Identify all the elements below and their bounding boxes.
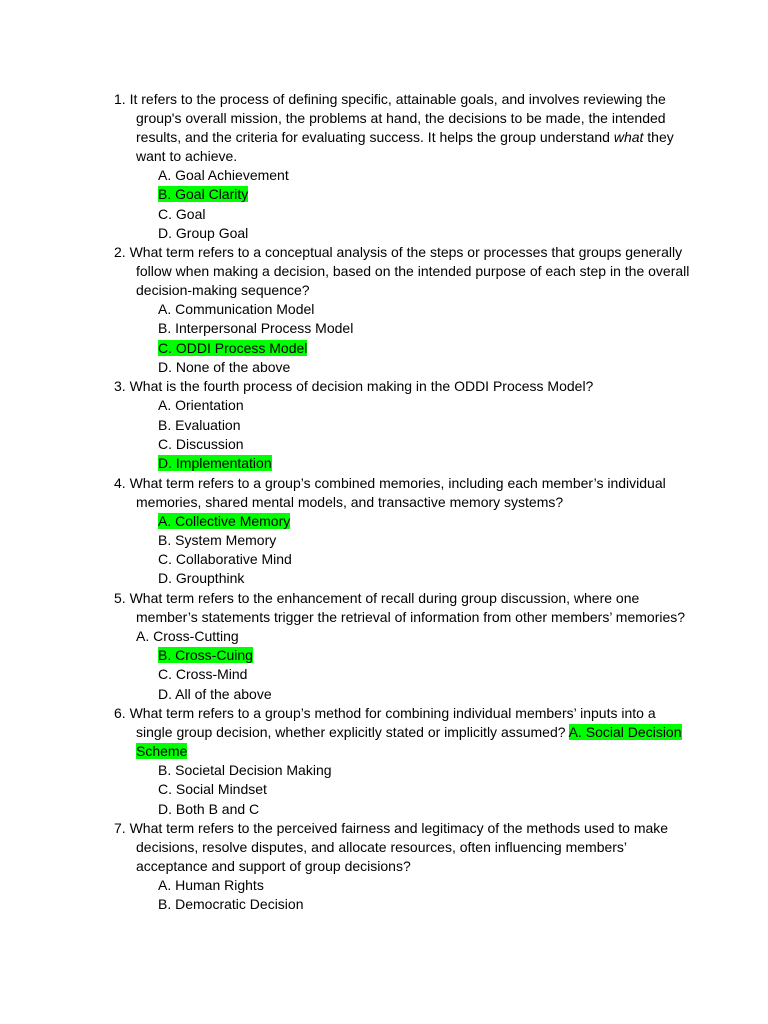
question-4-options (114, 512, 694, 589)
question-number: 3. (114, 378, 126, 395)
question-4 (114, 474, 694, 589)
option-3d (114, 454, 694, 473)
question-5 (114, 589, 694, 704)
question-2-text (114, 243, 694, 300)
option-label: B. Democratic Decision (158, 896, 304, 913)
option-5a (114, 627, 694, 646)
question-text: What is the fourth process of decision making in the ODDI Process Model? (129, 378, 594, 395)
option-3b (114, 416, 694, 435)
highlighted-answer: C. ODDI Process Model (158, 339, 308, 356)
option-4c (114, 550, 694, 569)
option-6d (114, 800, 694, 819)
option-1d (114, 224, 694, 243)
option-2b (114, 319, 694, 338)
highlighted-answer: A. Social Decision Scheme (136, 723, 682, 759)
option-label: C. Discussion (158, 435, 244, 452)
option-label: D. All of the above (158, 685, 272, 702)
question-text-emphasis: what (613, 129, 644, 145)
option-5b (114, 646, 694, 665)
option-1b (114, 185, 694, 204)
question-6-options (114, 761, 694, 819)
option-7b (114, 895, 694, 914)
option-2d (114, 358, 694, 377)
option-2c (114, 339, 694, 358)
option-6c (114, 780, 694, 799)
question-text: they want to achieve. (136, 129, 674, 164)
question-5-options (114, 627, 694, 704)
option-label: C. Goal (158, 205, 206, 222)
option-label: C. Cross-Mind (158, 666, 248, 683)
option-5c (114, 665, 694, 684)
option-4a (114, 512, 694, 531)
highlighted-answer: A. Collective Memory (158, 512, 291, 529)
question-2-options (114, 300, 694, 377)
option-1c (114, 205, 694, 224)
option-7a (114, 876, 694, 895)
question-3-text (114, 377, 694, 396)
option-label: B. Interpersonal Process Model (158, 320, 354, 337)
question-text: What term refers to the enhancement of recall during group discussion, where one member’s statements trigger the retrieval of information from other members’ memories? (129, 589, 686, 625)
question-number: 7. (114, 819, 126, 836)
question-4-text (114, 474, 694, 512)
option-label: D. None of the above (158, 359, 291, 376)
question-text: It refers to the process of defining specific, attainable goals, and involves reviewing the group's overall mission, the problems at hand, the decisions to be made, the intended results, and the criteria for evaluating success. It helps the group understand (129, 91, 666, 145)
highlighted-answer: B. Goal Clarity (158, 186, 249, 203)
question-3 (114, 377, 694, 473)
question-7-text (114, 819, 694, 876)
question-1-text (114, 90, 694, 166)
question-2 (114, 243, 694, 377)
question-text: What term refers to a group’s combined memories, including each member’s individual memories, shared mental models, and transactive memory systems? (129, 474, 666, 510)
option-label: A. Cross-Cutting (136, 627, 239, 644)
question-1 (114, 90, 694, 243)
question-text: What term refers to a conceptual analysis of the steps or processes that groups generally follow when making a decision, based on the intended purpose of each step in the overall decision-making sequence? (129, 244, 690, 299)
option-label: C. Social Mindset (158, 781, 267, 798)
option-label: A. Orientation (158, 397, 244, 414)
option-label: B. Societal Decision Making (158, 761, 332, 778)
question-6 (114, 704, 694, 819)
question-number: 2. (114, 244, 126, 261)
option-1a (114, 166, 694, 185)
option-label: A. Communication Model (158, 301, 315, 318)
highlighted-answer: B. Cross-Cuing (158, 647, 253, 664)
option-label: B. System Memory (158, 531, 277, 548)
option-label: D. Groupthink (158, 570, 245, 587)
option-3a (114, 396, 694, 415)
question-5-text (114, 589, 694, 627)
question-text: What term refers to a group’s method for combining individual members’ inputs into a single group decision, whether explicitly stated or implicitly assumed? (129, 704, 656, 740)
question-text: What term refers to the perceived fairness and legitimacy of the methods used to make decisions, resolve disputes, and allocate resources, often influencing members’ acceptance and support of group decisions? (129, 819, 669, 874)
question-3-options (114, 396, 694, 473)
question-number: 1. (114, 91, 126, 107)
option-6b (114, 761, 694, 780)
question-number: 6. (114, 704, 126, 721)
highlighted-answer: D. Implementation (158, 455, 272, 472)
question-1-options (114, 166, 694, 243)
question-number: 4. (114, 474, 126, 491)
option-label: A. Goal Achievement (158, 167, 289, 183)
option-4d (114, 569, 694, 588)
quiz-document (114, 90, 694, 914)
question-number: 5. (114, 589, 126, 606)
option-2a (114, 300, 694, 319)
option-4b (114, 531, 694, 550)
question-7 (114, 819, 694, 915)
question-6-text (114, 704, 694, 761)
option-5d (114, 685, 694, 704)
option-label: B. Evaluation (158, 416, 241, 433)
option-label: A. Human Rights (158, 876, 264, 893)
option-3c (114, 435, 694, 454)
question-7-options (114, 876, 694, 915)
option-label: D. Both B and C (158, 800, 260, 817)
option-label: C. Collaborative Mind (158, 551, 292, 568)
option-label: D. Group Goal (158, 224, 249, 241)
